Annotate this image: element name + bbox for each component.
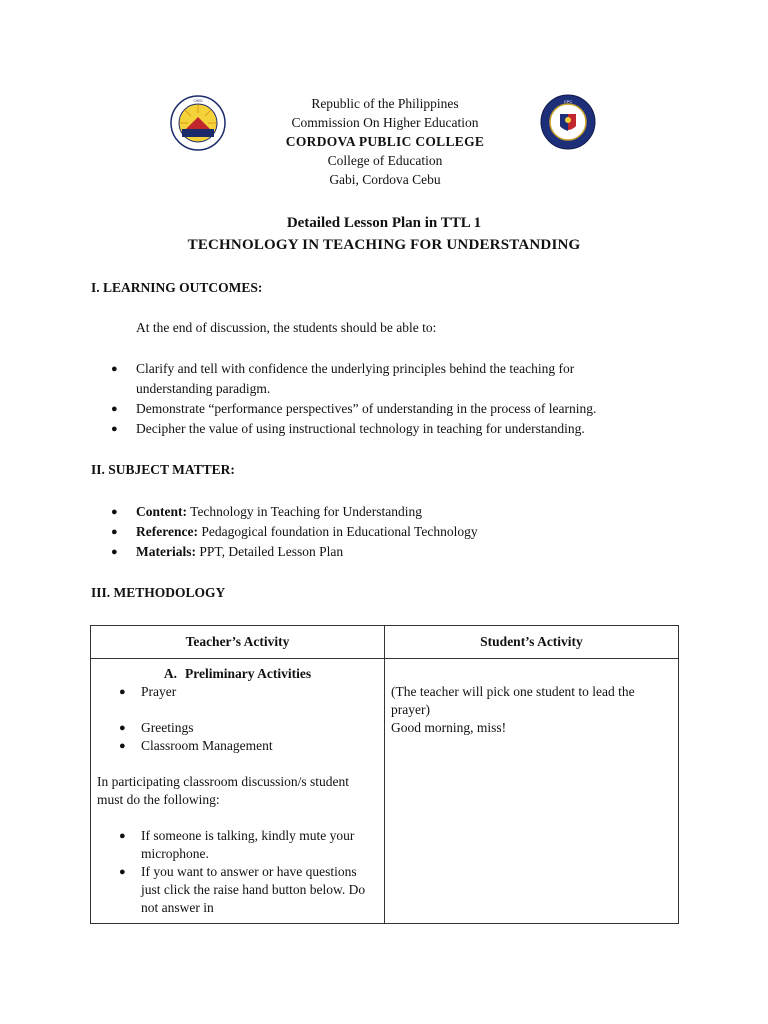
section-subject-matter-heading: II. SUBJECT MATTER: xyxy=(91,462,235,477)
learning-outcomes-list xyxy=(91,359,651,439)
header-republic: Republic of the Philippines xyxy=(311,96,459,111)
methodology-table xyxy=(90,625,679,924)
header-college-name: CORDOVA PUBLIC COLLEGE xyxy=(285,134,485,149)
bullet-icon: ● xyxy=(111,506,118,518)
list-item: ● Content: Technology in Teaching for Understanding xyxy=(91,502,651,522)
student-activity-cell xyxy=(385,659,679,924)
list-item: ● Classroom Management xyxy=(119,738,273,753)
table-header-row xyxy=(91,626,679,659)
list-item: ● Greetings xyxy=(119,720,194,735)
bullet-icon: ● xyxy=(111,546,118,558)
list-item: ● Prayer xyxy=(119,684,177,699)
cordova-public-college-seal-icon xyxy=(540,94,596,150)
table-row xyxy=(91,659,679,924)
bullet-icon: ● xyxy=(119,722,126,734)
bullet-icon: ● xyxy=(111,403,118,415)
document-title xyxy=(0,212,768,256)
spacer xyxy=(97,701,378,719)
title-line2: TECHNOLOGY IN TEACHING FOR UNDERSTANDING xyxy=(187,237,581,253)
bullet-icon: ● xyxy=(111,423,118,435)
header-address: Gabi, Cordova Cebu xyxy=(329,172,441,187)
student-response-prayer: (The teacher will pick one student to lead the prayer) xyxy=(391,684,635,717)
participation-paragraph: In participating classroom discussion/s student must do the following: xyxy=(97,774,349,807)
list-item: ● Clarify and tell with confidence the underlying principles behind the teaching for understanding paradigm. xyxy=(111,361,575,396)
document-header xyxy=(230,94,540,189)
svg-text:CPC: CPC xyxy=(563,99,573,104)
list-item: ● Decipher the value of using instructional technology in teaching for understanding. xyxy=(91,419,651,439)
bullet-icon: ● xyxy=(119,830,126,842)
bullet-icon: ● xyxy=(111,526,118,538)
title-line1: Detailed Lesson Plan in TTL 1 xyxy=(286,215,482,231)
list-item: ● If you want to answer or have questions just click the raise hand button below. Do not answer in xyxy=(119,864,366,915)
list-item: ● Demonstrate “performance perspectives” of understanding in the process of learning. xyxy=(91,399,651,419)
preliminary-list xyxy=(97,683,378,755)
bullet-icon: ● xyxy=(119,686,126,698)
bullet-icon: ● xyxy=(111,363,118,375)
teacher-activity-cell xyxy=(91,659,385,924)
list-item: ● If someone is talking, kindly mute your microphone. xyxy=(119,828,355,861)
ched-seal-icon xyxy=(170,95,226,151)
bullet-icon: ● xyxy=(119,866,126,878)
list-item: ● Materials: PPT, Detailed Lesson Plan xyxy=(91,542,651,562)
bullet-icon: ● xyxy=(119,740,126,752)
column-header-teacher: Teacher’s Activity xyxy=(91,626,385,659)
header-commission: Commission On Higher Education xyxy=(291,115,479,130)
section-learning-outcomes-heading: I. LEARNING OUTCOMES: xyxy=(91,280,263,295)
subject-matter-list xyxy=(91,502,651,562)
header-department: College of Education xyxy=(327,153,443,168)
preliminary-activities-title: A. Preliminary Activities xyxy=(163,666,312,681)
column-header-student: Student’s Activity xyxy=(385,626,679,659)
student-response-greeting: Good morning, miss! xyxy=(391,720,507,735)
list-item: ● Reference: Pedagogical foundation in Educational Technology xyxy=(91,522,651,542)
svg-text:CHED: CHED xyxy=(193,99,203,103)
section-methodology-heading: III. METHODOLOGY xyxy=(91,585,226,600)
learning-outcomes-intro: At the end of discussion, the students should be able to: xyxy=(136,320,437,335)
rules-list xyxy=(97,827,378,917)
